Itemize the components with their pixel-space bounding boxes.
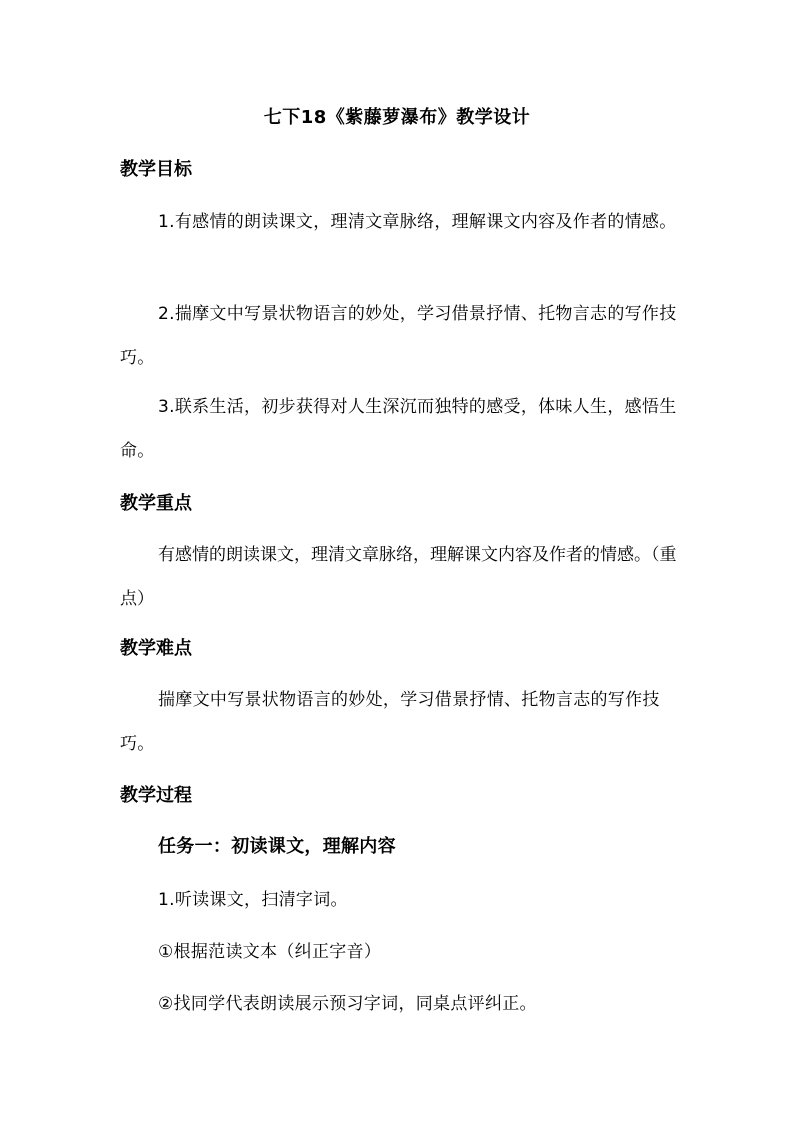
objective-item-3: 3.联系生活，初步获得对人生深沉而独特的感受，体味人生，感悟生命。 (120, 397, 677, 461)
task1-title: 任务一：初读课文，理解内容 (158, 836, 396, 857)
key-points-heading: 教学重点 (120, 493, 192, 514)
process-heading: 教学过程 (120, 785, 192, 806)
process-line-3: ②找同学代表朗读展示预习字词，同桌点评纠正。 (158, 994, 537, 1014)
process-line-2: ①根据范读文本（纠正字音） (158, 942, 382, 962)
document-title: 七下18《紫藤萝瀑布》教学设计 (263, 107, 531, 128)
difficulties-text: 揣摩文中写景状物语言的妙处，学习借景抒情、托物言志的写作技巧。 (120, 690, 660, 754)
objectives-heading: 教学目标 (120, 159, 192, 180)
difficulties-heading: 教学难点 (120, 638, 192, 659)
objective-item-2: 2.揣摩文中写景状物语言的妙处，学习借景抒情、托物言志的写作技巧。 (120, 304, 677, 368)
process-line-1: 1.听读课文，扫清字词。 (158, 890, 348, 910)
key-points-text: 有感情的朗读课文，理清文章脉络，理解课文内容及作者的情感。（重点） (120, 545, 677, 609)
objective-item-1: 1.有感情的朗读课文，理清文章脉络，理解课文内容及作者的情感。 (158, 212, 677, 232)
